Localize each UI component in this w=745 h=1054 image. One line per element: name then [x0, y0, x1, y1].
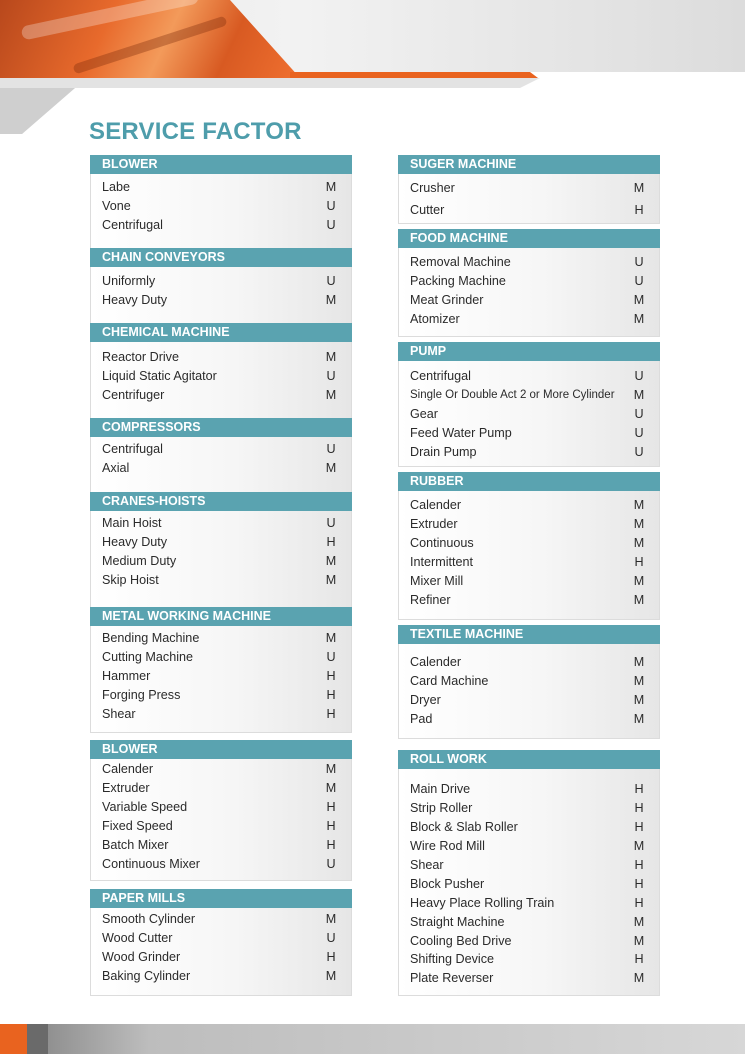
table-row [410, 367, 645, 386]
item-factor: M [325, 461, 337, 476]
section-chemical-machine [90, 323, 352, 431]
table-row [102, 459, 337, 478]
item-label: Reactor Drive [102, 350, 179, 365]
item-factor: U [634, 407, 644, 422]
item-factor: H [634, 876, 644, 891]
item-factor: H [326, 669, 336, 684]
table-row [102, 929, 337, 948]
item-factor: H [326, 800, 336, 815]
item-label: Baking Cylinder [102, 969, 191, 984]
item-factor: M [633, 181, 645, 195]
item-factor: M [325, 350, 337, 365]
table-row [410, 572, 645, 591]
item-label: Cutter [410, 203, 445, 217]
item-label: Packing Machine [410, 274, 506, 289]
item-label: Bending Machine [102, 631, 200, 646]
item-factor: H [634, 782, 644, 797]
item-factor: M [633, 712, 645, 727]
item-label: Heavy Duty [102, 535, 168, 550]
item-factor: M [325, 631, 337, 646]
item-factor: H [634, 895, 644, 910]
item-factor: H [326, 688, 336, 703]
table-row [102, 533, 337, 552]
item-factor: M [633, 933, 645, 948]
item-label: Strip Roller [410, 801, 473, 816]
header-grey-wedge-shadow [0, 88, 80, 134]
table-row [102, 948, 337, 967]
item-factor: M [325, 912, 337, 927]
section-body [398, 769, 660, 996]
section-blower [90, 155, 352, 260]
table-row [102, 667, 337, 686]
item-factor: M [633, 674, 645, 689]
page-title: SERVICE FACTOR [89, 118, 302, 145]
item-factor: H [634, 858, 644, 872]
item-factor: U [326, 218, 336, 233]
item-label: Centrifugal [102, 442, 163, 457]
item-factor: M [633, 693, 645, 708]
item-label: Intermittent [410, 555, 473, 570]
section-body [90, 908, 352, 996]
section-header: RUBBER [398, 472, 660, 491]
table-row [410, 386, 645, 405]
table-row [102, 779, 337, 798]
section-blower-2 [90, 740, 352, 881]
table-row [410, 780, 645, 799]
table-row [102, 291, 337, 310]
item-label: Centrifugal [102, 218, 163, 233]
item-factor: M [633, 574, 645, 588]
item-label: Extruder [102, 781, 150, 796]
item-label: Atomizer [410, 312, 460, 327]
table-row [102, 910, 337, 929]
item-factor: H [326, 950, 336, 965]
item-label: Drain Pump [410, 445, 477, 459]
item-factor: H [326, 819, 336, 834]
item-label: Single Or Double Act 2 or More Cylinder [410, 389, 615, 402]
item-factor: U [634, 426, 644, 441]
item-factor: H [634, 801, 644, 816]
item-factor: M [325, 781, 337, 796]
item-label: Main Drive [410, 782, 471, 797]
item-label: Removal Machine [410, 255, 511, 270]
table-row [102, 197, 337, 216]
item-label: Calender [102, 762, 154, 777]
item-label: Calender [410, 498, 462, 513]
table-row [102, 798, 337, 817]
item-label: Smooth Cylinder [102, 912, 196, 927]
item-label: Centrifugal [410, 369, 471, 384]
table-row [102, 216, 337, 235]
table-row [102, 272, 337, 291]
item-factor: M [633, 839, 645, 854]
item-factor: M [633, 655, 645, 670]
table-row [410, 653, 645, 672]
section-body [90, 511, 352, 618]
section-body [90, 626, 352, 733]
table-row [102, 967, 337, 986]
table-row [102, 571, 337, 590]
table-row [410, 799, 645, 818]
section-food-machine [398, 229, 660, 337]
table-row [410, 553, 645, 572]
section-header: PAPER MILLS [90, 889, 352, 908]
section-header: FOOD MACHINE [398, 229, 660, 248]
item-label: Fixed Speed [102, 819, 173, 834]
table-row [410, 199, 645, 221]
table-row [410, 590, 645, 609]
item-factor: U [634, 255, 644, 270]
item-label: Refiner [410, 592, 451, 607]
section-header: BLOWER [90, 740, 352, 759]
item-label: Wire Rod Mill [410, 839, 485, 854]
table-row [410, 931, 645, 950]
item-factor: M [633, 388, 645, 403]
item-factor: M [325, 293, 337, 308]
section-body [398, 361, 660, 467]
item-factor: M [633, 517, 645, 532]
section-header: CHAIN CONVEYORS [90, 248, 352, 267]
section-cranes-hoists [90, 492, 352, 618]
table-row [410, 856, 645, 875]
item-label: Shear [410, 858, 444, 872]
table-row [410, 177, 645, 199]
item-label: Forging Press [102, 688, 181, 703]
item-label: Card Machine [410, 674, 489, 689]
table-row [410, 710, 645, 729]
item-label: Wood Grinder [102, 950, 181, 965]
item-factor: M [633, 293, 645, 308]
table-row [410, 496, 645, 515]
section-roll-work [398, 750, 660, 996]
table-row [410, 534, 645, 553]
table-row [410, 969, 645, 988]
item-factor: U [326, 369, 336, 384]
item-label: Pad [410, 712, 433, 727]
item-factor: U [634, 445, 644, 459]
table-row [102, 817, 337, 836]
table-row [102, 760, 337, 779]
table-row [102, 854, 337, 873]
table-row [102, 705, 337, 724]
section-body [398, 491, 660, 620]
item-label: Hammer [102, 669, 151, 684]
item-label: Meat Grinder [410, 293, 484, 308]
table-row [410, 837, 645, 856]
item-label: Shifting Device [410, 952, 494, 967]
item-label: Straight Machine [410, 914, 505, 929]
table-row [410, 253, 645, 272]
item-factor: M [325, 762, 337, 777]
section-textile-machine [398, 625, 660, 739]
table-row [410, 874, 645, 893]
table-row [410, 691, 645, 710]
table-row [410, 515, 645, 534]
item-label: Continuous Mixer [102, 856, 200, 871]
table-row [102, 836, 337, 855]
item-factor: M [325, 573, 337, 588]
item-label: Axial [102, 461, 130, 476]
section-body [90, 759, 352, 881]
item-factor: H [326, 535, 336, 550]
table-row [102, 178, 337, 197]
item-factor: H [634, 952, 644, 967]
item-factor: U [634, 274, 644, 289]
item-label: Crusher [410, 181, 455, 195]
item-label: Main Hoist [102, 516, 162, 531]
section-rubber [398, 472, 660, 620]
item-label: Block Pusher [410, 876, 485, 891]
item-factor: M [325, 554, 337, 569]
section-header: CRANES-HOISTS [90, 492, 352, 511]
item-factor: U [326, 199, 336, 214]
item-factor: U [326, 650, 336, 665]
item-factor: M [633, 914, 645, 929]
section-header: SUGER MACHINE [398, 155, 660, 174]
item-factor: U [326, 931, 336, 946]
item-label: Continuous [410, 536, 474, 551]
section-body [398, 644, 660, 739]
section-header: BLOWER [90, 155, 352, 174]
section-header: TEXTILE MACHINE [398, 625, 660, 644]
table-row [410, 950, 645, 969]
table-row [410, 424, 645, 443]
item-factor: U [326, 274, 336, 289]
section-header: PUMP [398, 342, 660, 361]
item-label: Feed Water Pump [410, 426, 512, 441]
table-row [102, 686, 337, 705]
item-label: Extruder [410, 517, 458, 532]
section-metal-working-machine [90, 607, 352, 733]
item-factor: M [633, 312, 645, 327]
table-row [102, 629, 337, 648]
item-label: Dryer [410, 693, 441, 708]
item-factor: M [325, 969, 337, 984]
item-label: Vone [102, 199, 131, 214]
table-row [102, 648, 337, 667]
item-label: Calender [410, 655, 462, 670]
item-label: Centrifuger [102, 388, 165, 403]
table-row [410, 291, 645, 310]
section-paper-mills [90, 889, 352, 996]
item-label: Cutting Machine [102, 650, 194, 665]
table-row [102, 386, 337, 405]
item-label: Block & Slab Roller [410, 820, 518, 835]
table-row [102, 514, 337, 533]
section-header: METAL WORKING MACHINE [90, 607, 352, 626]
item-factor: H [634, 203, 644, 217]
item-factor: M [633, 971, 645, 986]
table-row [410, 818, 645, 837]
section-body [398, 174, 660, 224]
item-label: Mixer Mill [410, 574, 464, 588]
item-factor: M [633, 536, 645, 551]
section-body [398, 248, 660, 337]
item-factor: M [633, 498, 645, 513]
item-factor: H [634, 555, 644, 570]
item-factor: U [326, 516, 336, 531]
item-factor: U [326, 442, 336, 457]
section-header: COMPRESSORS [90, 418, 352, 437]
table-row [410, 672, 645, 691]
section-pump [398, 342, 660, 467]
table-row [102, 367, 337, 386]
item-factor: M [325, 180, 337, 195]
item-label: Gear [410, 407, 438, 422]
item-factor: H [326, 707, 336, 721]
item-label: Labe [102, 180, 131, 195]
item-factor: U [634, 369, 644, 384]
item-factor: U [326, 856, 336, 871]
item-factor: H [326, 838, 336, 852]
table-row [410, 272, 645, 291]
item-label: Medium Duty [102, 554, 177, 569]
page-number-tab-dark [27, 1024, 48, 1054]
item-label: Batch Mixer [102, 838, 169, 852]
item-label: Liquid Static Agitator [102, 369, 217, 384]
table-row [410, 405, 645, 424]
header-orange-stripe [290, 72, 538, 78]
table-row [410, 443, 645, 462]
table-row [410, 310, 645, 329]
item-label: Shear [102, 707, 136, 721]
item-factor: H [634, 820, 644, 835]
item-label: Variable Speed [102, 800, 188, 815]
table-row [102, 348, 337, 367]
section-header: ROLL WORK [398, 750, 660, 769]
table-row [102, 552, 337, 571]
item-label: Cooling Bed Drive [410, 933, 512, 948]
item-label: Uniformly [102, 274, 156, 289]
footer-bar [0, 1024, 745, 1054]
table-row [410, 912, 645, 931]
item-label: Heavy Duty [102, 293, 168, 308]
table-row [410, 893, 645, 912]
item-factor: M [325, 388, 337, 403]
item-label: Heavy Place Rolling Train [410, 895, 555, 910]
item-label: Wood Cutter [102, 931, 173, 946]
item-factor: M [633, 592, 645, 607]
item-label: Plate Reverser [410, 971, 494, 986]
item-label: Skip Hoist [102, 573, 159, 588]
section-header: CHEMICAL MACHINE [90, 323, 352, 342]
table-row [102, 440, 337, 459]
section-suger-machine [398, 155, 660, 224]
